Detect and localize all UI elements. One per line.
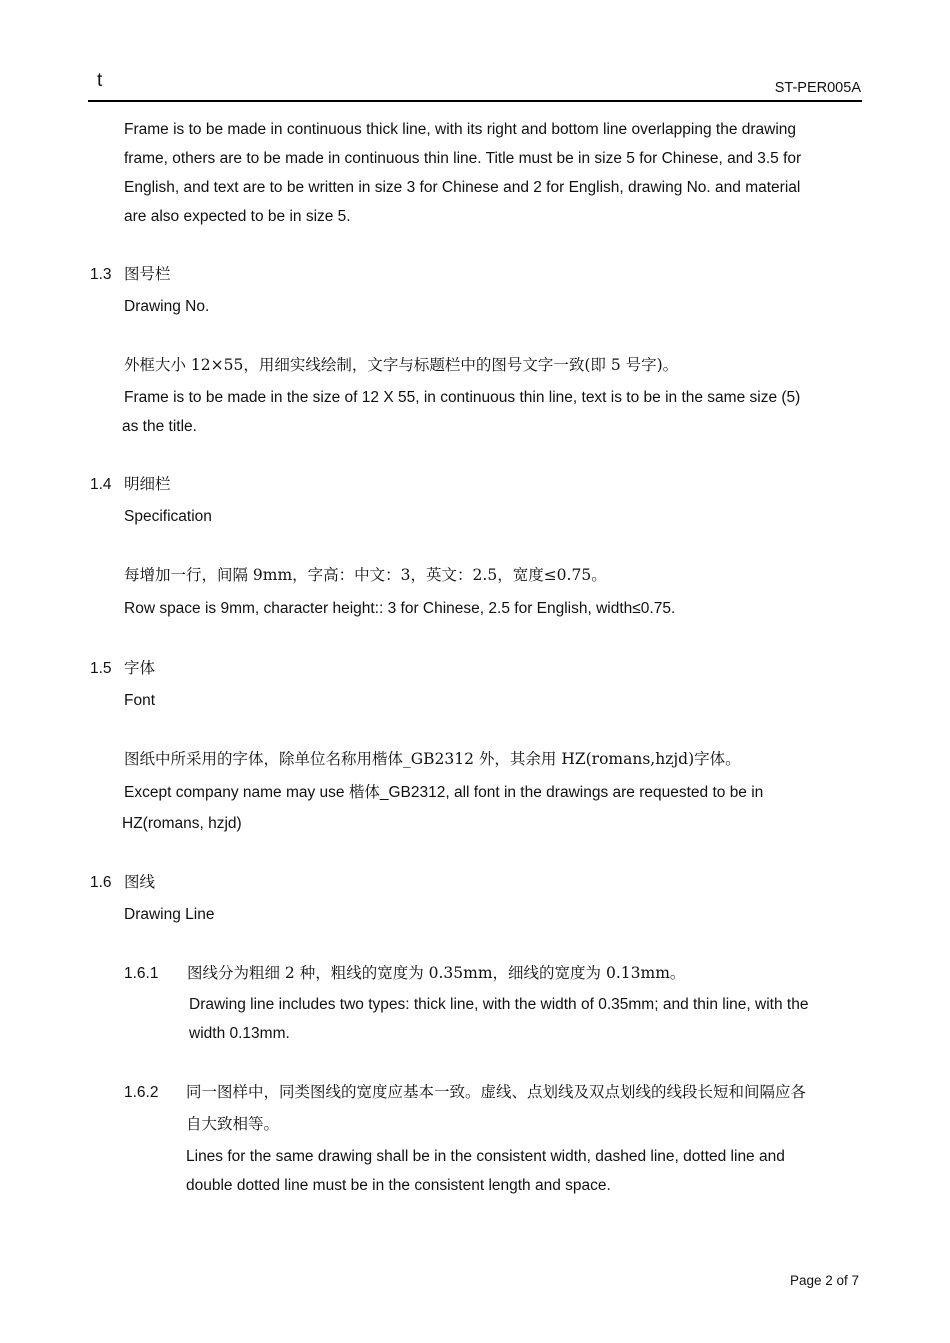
subsection-cn-text: 图线分为粗细 2 种，粗线的宽度为 0.35mm，细线的宽度为 0.13mm。 bbox=[187, 964, 686, 982]
section-en-line: Row space is 9mm, character height:: 3 for Chinese, 2.5 for English, width≤0.75. bbox=[124, 600, 676, 617]
section-number: 1.5 bbox=[90, 660, 112, 677]
subsection-number: 1.6.2 bbox=[124, 1084, 159, 1101]
intro-line: Frame is to be made in continuous thick line, with its right and bottom line overlapping the drawing bbox=[124, 121, 797, 138]
section-en-line: as the title. bbox=[122, 418, 197, 435]
section-en-line: Frame is to be made in the size of 12 X 55, in continuous thin line, text is to be in the same size (5) bbox=[124, 389, 801, 406]
subsection-en-line: double dotted line must be in the consistent length and space. bbox=[186, 1177, 611, 1194]
section-en-line: Except company name may use 楷体_GB2312, all font in the drawings are requested to be in bbox=[124, 784, 764, 801]
section-cn-text: 图纸中所采用的字体，除单位名称用楷体_GB2312 外，其余用 HZ(romans,hzjd)字体。 bbox=[124, 750, 741, 768]
section-number: 1.6 bbox=[90, 874, 112, 891]
intro-line: English, and text are to be written in size 3 for Chinese and 2 for English, drawing No. and material bbox=[124, 179, 801, 196]
subsection-en-line: Lines for the same drawing shall be in the consistent width, dashed line, dotted line and bbox=[186, 1148, 785, 1165]
subsection-en-line: width 0.13mm. bbox=[189, 1025, 290, 1042]
section-title-en: Drawing No. bbox=[124, 298, 210, 315]
section-cn-text: 外框大小 12×55，用细实线绘制，文字与标题栏中的图号文字一致(即 5 号字)。 bbox=[124, 356, 679, 374]
subsection-cn-line: 自大致相等。 bbox=[186, 1115, 280, 1133]
section-number: 1.3 bbox=[90, 266, 112, 283]
intro-line: frame, others are to be made in continuous thin line. Title must be in size 5 for Chinese, and 3.5 for bbox=[124, 150, 802, 167]
section-title-cn: 明细栏 bbox=[124, 475, 171, 493]
page-number: Page 2 of 7 bbox=[789, 1273, 859, 1288]
subsection-en-line: Drawing line includes two types: thick line, with the width of 0.35mm; and thin line, with the bbox=[189, 996, 809, 1013]
section-title-en: Font bbox=[124, 692, 156, 709]
section-en-line: HZ(romans, hzjd) bbox=[122, 815, 242, 832]
section-number: 1.4 bbox=[90, 476, 112, 493]
section-title-cn: 图号栏 bbox=[124, 265, 171, 283]
section-title-cn: 图线 bbox=[124, 873, 156, 891]
section-title-en: Drawing Line bbox=[124, 906, 215, 923]
header-rule bbox=[88, 100, 862, 102]
section-cn-text: 每增加一行，间隔 9mm，字高：中文：3，英文：2.5，宽度≤0.75。 bbox=[124, 566, 607, 584]
section-title-cn: 字体 bbox=[124, 659, 156, 677]
header-left-mark: t bbox=[97, 70, 103, 91]
subsection-cn-line: 同一图样中，同类图线的宽度应基本一致。虚线、点划线及双点划线的线段长短和间隔应各 bbox=[186, 1083, 807, 1101]
section-title-en: Specification bbox=[124, 508, 212, 525]
document-code: ST-PER005A bbox=[774, 80, 861, 96]
subsection-number: 1.6.1 bbox=[124, 965, 159, 982]
intro-line: are also expected to be in size 5. bbox=[124, 208, 351, 225]
